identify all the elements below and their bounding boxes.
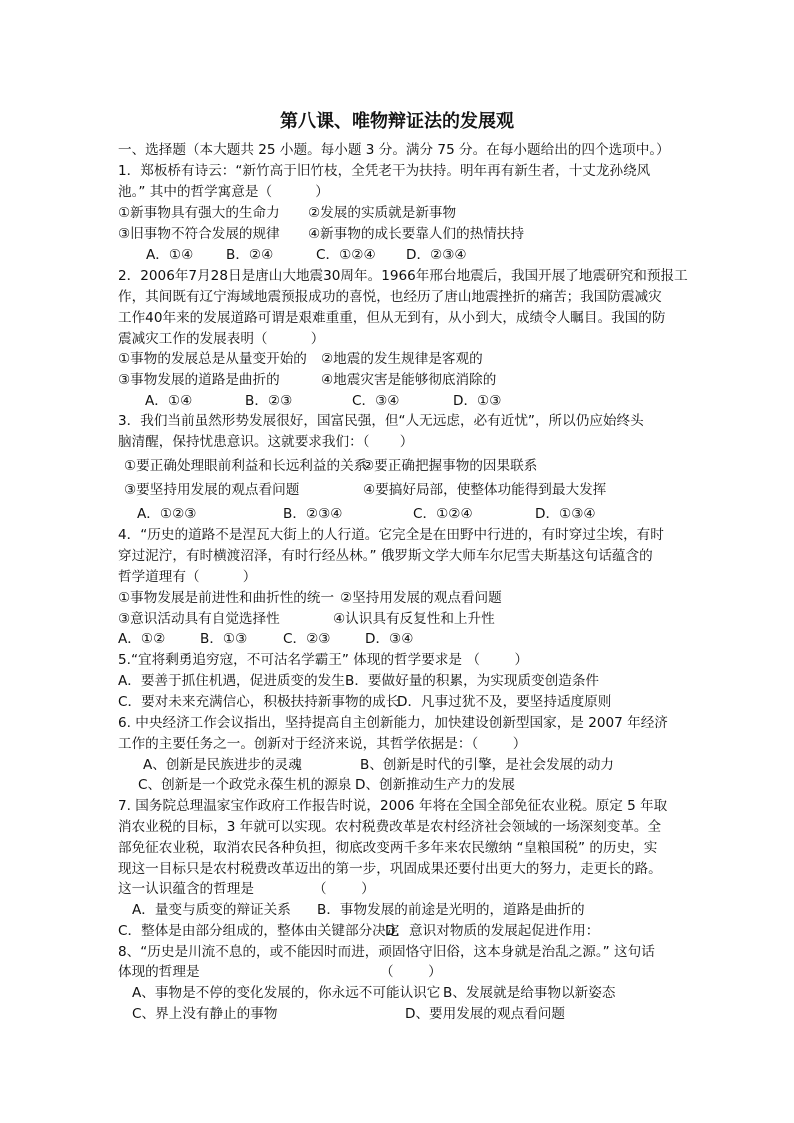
- statement: ③要坚持用发展的观点看问题: [124, 482, 300, 498]
- question-stem: 6. 中央经济工作会议指出，坚持提高自主创新能力，加快建设创新型国家，是 2007 年经济: [118, 715, 668, 731]
- answer-blank: （ ）: [380, 964, 442, 980]
- statement: ④地震灾害是能够彻底消除的: [321, 372, 497, 388]
- option-d: D．凡事过犹不及，要坚持适度原则: [397, 694, 612, 710]
- option-a: A．①④: [146, 247, 194, 263]
- option-d: D．①③: [453, 393, 502, 409]
- question-stem: 震减灾工作的发展表明（ ）: [118, 331, 325, 347]
- question-stem: 作，其间既有辽宁海域地震预报成功的喜悦，也经历了唐山地震挫折的痛苦；我国防震减灾: [118, 289, 662, 305]
- option-a: A．①②③: [137, 506, 197, 522]
- option-c: C．要对未来充满信心，积极扶持新事物的成长: [118, 694, 400, 710]
- option-b: B．②③: [245, 393, 293, 409]
- statement: ①事物的发展总是从量变开始的: [118, 351, 307, 367]
- question-stem: 工作40年来的发展道路可谓是艰难重重，但从无到有，从小到大，成绩令人瞩目。我国的防: [118, 310, 666, 326]
- option-b: B．①③: [200, 631, 248, 647]
- statement: ①要正确处理眼前利益和长远利益的关系: [124, 458, 368, 474]
- page-title: 第八课、唯物辩证法的发展观: [280, 111, 514, 132]
- option-c: C．①②④: [413, 506, 473, 522]
- option-b: B．②④: [226, 247, 274, 263]
- question-stem: 4．“历史的道路不是涅瓦大街上的人行道。它完全是在田野中行进的，有时穿过尘埃，有时: [118, 527, 664, 543]
- statement: ②地震的发生规律是客观的: [321, 351, 483, 367]
- question-stem: 脑清醒，保持忧患意识。这就要求我们：（ ）: [118, 434, 414, 450]
- option-a: A．要善于抓住机遇，促进质变的发生: [118, 673, 345, 689]
- option-d: D．②③④: [406, 247, 467, 263]
- question-stem: 现这一目标只是农村税费改革迈出的第一步，巩固成果还要付出更大的努力，走更长的路。: [118, 861, 662, 877]
- option-d: D、要用发展的观点看问题: [405, 1006, 565, 1022]
- option-a: A．量变与质变的辩证关系: [132, 902, 291, 918]
- question-stem: 工作的主要任务之一。创新对于经济来说，其哲学依据是：（ ）: [118, 736, 527, 752]
- statement: ①新事物具有强大的生命力: [118, 205, 280, 221]
- statement: ①事物发展是前进性和曲折性的统一: [118, 590, 335, 606]
- option-b: B、创新是时代的引擎，是社会发展的动力: [360, 757, 615, 773]
- statement: ②要正确把握事物的因果联系: [362, 458, 538, 474]
- question-stem: 1．郑板桥有诗云：“新竹高于旧竹枝，全凭老干为扶持。明年再有新生者，十丈龙孙绕风: [118, 163, 651, 179]
- question-stem: 体现的哲理是: [118, 964, 200, 980]
- option-b: B．事物发展的前途是光明的，道路是曲折的: [317, 902, 585, 918]
- question-stem: 池。” 其中的哲学寓意是（ ）: [118, 184, 329, 200]
- option-a: A．①④: [145, 393, 193, 409]
- statement: ③事物发展的道路是曲折的: [118, 372, 280, 388]
- question-stem: 这一认识蕴含的哲理是: [118, 881, 254, 897]
- option-b: B．要做好量的积累，为实现质变创造条件: [345, 673, 600, 689]
- option-c: C、创新是一个政党永葆生机的源泉: [138, 777, 352, 793]
- statement: ②坚持用发展的观点看问题: [340, 590, 502, 606]
- option-a: A、事物是不停的变化发展的，你永远不可能认识它: [132, 985, 441, 1001]
- option-a: A、创新是民族进步的灵魂: [143, 757, 302, 773]
- question-stem: 7. 国务院总理温家宝作政府工作报告时说，2006 年将在全国全部免征农业税。原定 5 年取: [118, 798, 668, 814]
- statement: ③意识活动具有自觉选择性: [118, 611, 280, 627]
- option-c: C．②③: [283, 631, 331, 647]
- question-stem: 哲学道理有（ ）: [118, 569, 257, 585]
- option-d: D．③④: [365, 631, 414, 647]
- option-d: D．意识对物质的发展起促进作用：: [385, 923, 600, 939]
- statement: ③旧事物不符合发展的规律: [118, 226, 280, 242]
- statement: ②发展的实质就是新事物: [308, 205, 457, 221]
- question-stem: 5.“宜将剩勇追穷寇，不可沽名学霸王” 体现的哲学要求是 （ ）: [118, 652, 529, 668]
- option-c: C．①②④: [316, 247, 376, 263]
- question-stem: 部免征农业税，取消农民各种负担，彻底改变两千多年来农民缴纳 “皇粮国税” 的历史，实: [118, 840, 658, 856]
- option-c: C、界上没有静止的事物: [132, 1006, 278, 1022]
- option-b: B．②③④: [283, 506, 343, 522]
- question-stem: 穿过泥泞，有时横渡沼泽，有时行经丛林。” 俄罗斯文学大师车尔尼雪夫斯基这句话蕴含的: [118, 548, 653, 564]
- statement: ④认识具有反复性和上升性: [333, 611, 495, 627]
- option-c: C．③④: [352, 393, 400, 409]
- question-stem: 2．2006年7月28日是唐山大地震30周年。1966年邢台地震后，我国开展了地震研究和预报工: [118, 268, 688, 284]
- statement: ④新事物的成长要靠人们的热情扶持: [308, 226, 525, 242]
- statement: ④要搞好局部，使整体功能得到最大发挥: [363, 482, 607, 498]
- option-a: A．①②: [118, 631, 166, 647]
- option-d: D、创新推动生产力的发展: [355, 777, 515, 793]
- section-header: 一、选择题（本大题共 25 小题。每小题 3 分。满分 75 分。在每小题给出的四个选项中。）: [118, 142, 670, 158]
- question-stem: 消农业税的目标，3 年就可以实现。农村税费改革是农村经济社会领域的一场深刻变革。全: [118, 819, 662, 835]
- option-d: D．①③④: [535, 506, 596, 522]
- question-stem: 3．我们当前虽然形势发展很好，国富民强，但“人无远虑，必有近忧”，所以仍应始终头: [118, 413, 644, 429]
- option-c: C．整体是由部分组成的，整体由关键部分决定: [118, 923, 400, 939]
- answer-blank: （ ）: [313, 881, 375, 897]
- question-stem: 8、“历史是川流不息的，或不能因时而进，顽固恪守旧俗，这本身就是治乱之源。” 这句话: [118, 944, 655, 960]
- option-b: B、发展就是给事物以新姿态: [443, 985, 616, 1001]
